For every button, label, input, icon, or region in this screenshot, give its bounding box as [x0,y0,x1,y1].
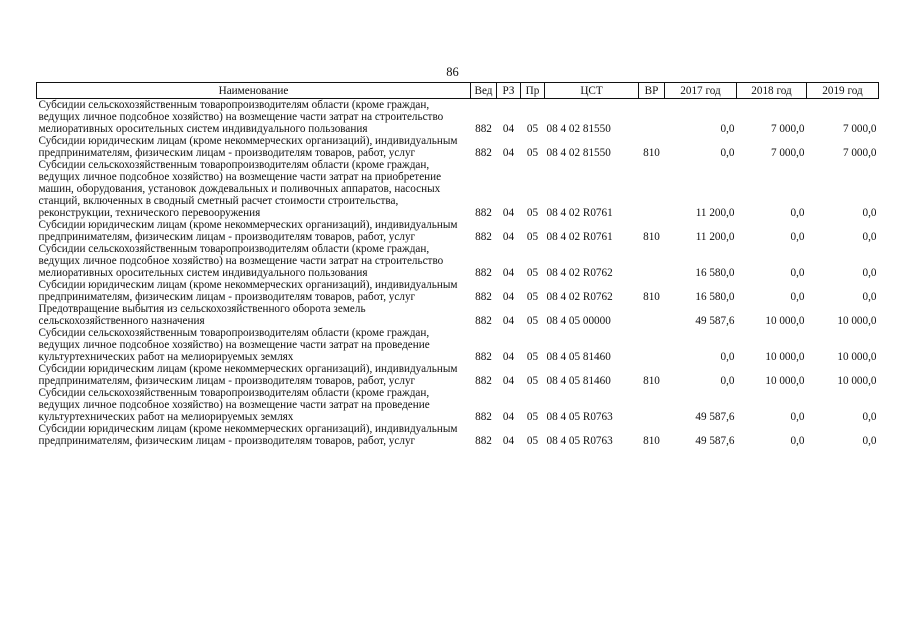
row-ved: 882 [475,267,492,279]
row-name: Субсидии сельскохозяйственным товаропроизводителям области (кроме граждан, ведущих личное подсобное хозяйство) на возмещение части затрат на строительство мелиоративных оросительных систем индивидуального пользования [38,99,444,135]
row-value-2017: 0,0 [720,147,735,159]
header-rz: РЗ [497,83,521,99]
row-name: Субсидии юридическим лицам (кроме некоммерческих организаций), индивидуальным предпринимателям, физическим лицам - производителям товаров, работ, услуг [38,363,458,387]
header-vr: ВР [639,83,665,99]
row-ved: 882 [475,435,492,447]
row-rz: 04 [502,315,515,327]
row-ved: 882 [475,123,492,135]
row-rz: 04 [502,231,515,243]
row-value-2018: 0,0 [790,291,805,303]
row-value-2019: 0,0 [862,435,877,447]
row-name: Субсидии сельскохозяйственным товаропроизводителям области (кроме граждан, ведущих личное подсобное хозяйство) на возмещение части затрат на проведение культуртехнических работ на мелиорируемых землях [38,387,430,423]
row-rz: 04 [502,267,515,279]
table-row [37,159,879,219]
table-row [37,423,879,447]
row-cst: 08 4 02 R0762 [546,267,613,279]
row-value-2019: 0,0 [862,411,877,423]
row-cst: 08 4 02 81550 [546,147,611,159]
row-cst: 08 4 02 R0762 [546,291,613,303]
row-value-2017: 16 580,0 [695,267,735,279]
row-pr: 05 [526,351,539,363]
row-value-2019: 0,0 [862,207,877,219]
row-value-2017: 11 200,0 [695,231,735,243]
table-row [37,135,879,159]
row-pr: 05 [526,267,539,279]
row-pr: 05 [526,411,539,423]
row-ved: 882 [475,375,492,387]
table-row [37,99,879,136]
row-rz: 04 [502,375,515,387]
row-value-2019: 10 000,0 [837,315,877,327]
row-value-2017: 0,0 [720,123,735,135]
row-rz: 04 [502,207,515,219]
header-cst: ЦСТ [545,83,639,99]
row-vr: 810 [643,375,660,387]
row-cst: 08 4 05 81460 [546,351,611,363]
row-ved: 882 [475,207,492,219]
row-rz: 04 [502,435,515,447]
row-pr: 05 [526,375,539,387]
row-value-2017: 16 580,0 [695,291,735,303]
row-value-2017: 49 587,6 [695,435,735,447]
row-rz: 04 [502,411,515,423]
row-value-2018: 0,0 [790,435,805,447]
row-ved: 882 [475,351,492,363]
row-ved: 882 [475,291,492,303]
row-value-2019: 0,0 [862,231,877,243]
table-row [37,219,879,243]
row-value-2018: 0,0 [790,411,805,423]
row-cst: 08 4 02 R0761 [546,231,613,243]
table-row [37,243,879,279]
row-name: Предотвращение выбытия из сельскохозяйственного оборота земель сельскохозяйственного назначения [38,303,366,327]
row-value-2018: 7 000,0 [770,123,805,135]
row-name: Субсидии сельскохозяйственным товаропроизводителям области (кроме граждан, ведущих личное подсобное хозяйство) на возмещение части затрат на строительство мелиоративных оросительных систем индивидуального пользования [38,243,444,279]
row-rz: 04 [502,123,515,135]
table-row [37,387,879,423]
row-value-2018: 10 000,0 [765,375,805,387]
row-ved: 882 [475,147,492,159]
row-vr [639,99,665,136]
header-pr: Пр [521,83,545,99]
row-vr: 810 [643,435,660,447]
row-cst: 08 4 05 00000 [546,315,611,327]
header-name: Наименование [37,83,471,99]
row-rz: 04 [502,147,515,159]
row-cst: 08 4 02 81550 [546,123,611,135]
row-value-2019: 10 000,0 [837,351,877,363]
row-value-2017: 0,0 [720,375,735,387]
row-vr [639,327,665,363]
row-value-2018: 7 000,0 [770,147,805,159]
row-pr: 05 [526,291,539,303]
table-row [37,327,879,363]
row-value-2019: 0,0 [862,291,877,303]
row-value-2018: 0,0 [790,267,805,279]
row-value-2019: 7 000,0 [842,147,877,159]
row-vr: 810 [643,147,660,159]
row-name: Субсидии сельскохозяйственным товаропроизводителям области (кроме граждан, ведущих личное подсобное хозяйство) на возмещение части затрат на приобретение машин, оборудования, установок дождевальных и поливочных аппаратов, насосных станций, включенных в сводный сметный расчет стоимости строительства, реконструкции, технического перевооружения [38,159,442,219]
row-vr: 810 [643,231,660,243]
row-vr [639,387,665,423]
table-row [37,303,879,327]
header-2017: 2017 год [665,83,737,99]
row-ved: 882 [475,231,492,243]
row-pr: 05 [526,147,539,159]
row-value-2018: 0,0 [790,231,805,243]
row-value-2017: 11 200,0 [695,207,735,219]
row-value-2018: 0,0 [790,207,805,219]
row-name: Субсидии сельскохозяйственным товаропроизводителям области (кроме граждан, ведущих личное подсобное хозяйство) на возмещение части затрат на проведение культуртехнических работ на мелиорируемых землях [38,327,430,363]
row-value-2018: 10 000,0 [765,351,805,363]
row-value-2018: 10 000,0 [765,315,805,327]
row-pr: 05 [526,231,539,243]
row-cst: 08 4 05 R0763 [546,435,613,447]
row-name: Субсидии юридическим лицам (кроме некоммерческих организаций), индивидуальным предпринимателям, физическим лицам - производителям товаров, работ, услуг [38,219,458,243]
row-cst: 08 4 05 R0763 [546,411,613,423]
row-value-2017: 0,0 [720,351,735,363]
row-vr [639,159,665,219]
header-2018: 2018 год [737,83,807,99]
row-ved: 882 [475,315,492,327]
row-value-2017: 49 587,6 [695,315,735,327]
row-value-2017: 49 587,6 [695,411,735,423]
header-ved: Вед [471,83,497,99]
table-row [37,279,879,303]
budget-table [36,82,879,447]
row-pr: 05 [526,435,539,447]
page-number: 86 [446,65,459,79]
row-pr: 05 [526,315,539,327]
row-pr: 05 [526,123,539,135]
row-vr [639,243,665,279]
row-name: Субсидии юридическим лицам (кроме некоммерческих организаций), индивидуальным предпринимателям, физическим лицам - производителям товаров, работ, услуг [38,279,458,303]
row-value-2019: 10 000,0 [837,375,877,387]
row-rz: 04 [502,291,515,303]
header-2019: 2019 год [807,83,879,99]
row-vr [639,303,665,327]
table-row [37,363,879,387]
row-name: Субсидии юридическим лицам (кроме некоммерческих организаций), индивидуальным предпринимателям, физическим лицам - производителям товаров, работ, услуг [38,135,458,159]
row-cst: 08 4 05 81460 [546,375,611,387]
table-header-row [37,83,879,99]
row-cst: 08 4 02 R0761 [546,207,613,219]
row-name: Субсидии юридическим лицам (кроме некоммерческих организаций), индивидуальным предпринимателям, физическим лицам - производителям товаров, работ, услуг [38,423,458,447]
row-value-2019: 7 000,0 [842,123,877,135]
row-vr: 810 [643,291,660,303]
row-rz: 04 [502,351,515,363]
row-value-2019: 0,0 [862,267,877,279]
row-pr: 05 [526,207,539,219]
row-ved: 882 [475,411,492,423]
